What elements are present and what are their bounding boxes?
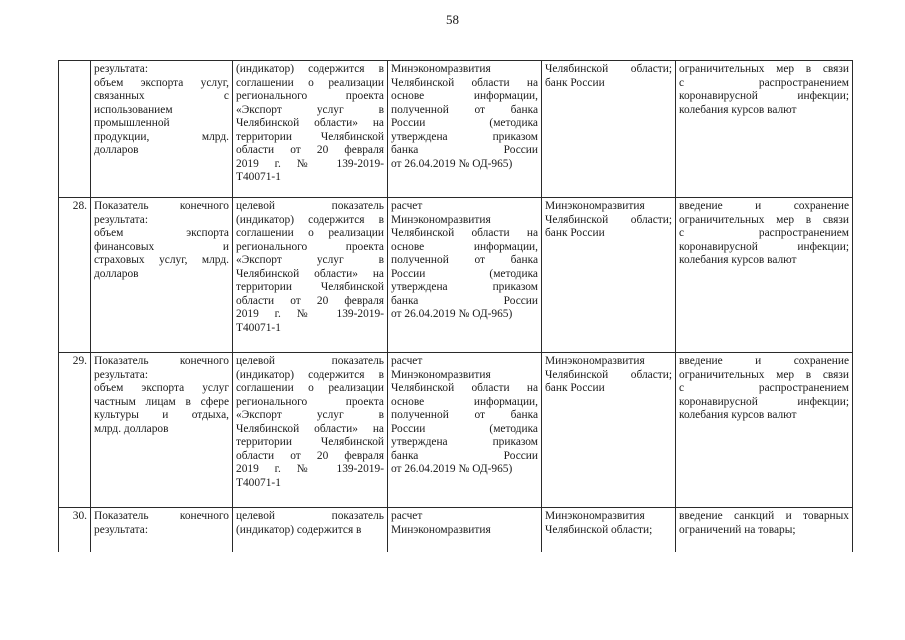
cell-line: целевой показатель (236, 355, 384, 367)
cell-line: соглашении о реализации (236, 382, 384, 394)
indicators-table (58, 60, 853, 552)
cell-line: России (методика (391, 117, 538, 129)
cell-line: Минэкономразвития (391, 213, 491, 226)
cell-line: утверждена приказом (391, 281, 538, 293)
cell-line: ограничений на товары; (679, 523, 796, 536)
cell-line: финансовых и (94, 240, 229, 253)
cell-line: Челябинской области» на (236, 422, 384, 435)
indicator-cell (91, 508, 233, 553)
cell-line: регионального проекта (236, 90, 384, 102)
cell-line: территории Челябинской (236, 281, 384, 293)
cell-line: результата: (94, 368, 149, 381)
source-cell (542, 508, 676, 553)
cell-line: коронавирусной инфекции; (679, 90, 849, 102)
indicator-cell (91, 198, 233, 353)
cell-line: промышленной (94, 117, 170, 129)
cell-line: Челябинской области; (545, 368, 672, 381)
cell-line: банк России (545, 227, 605, 239)
cell-line: Челябинской области» на (236, 267, 384, 280)
risk-cell (676, 61, 853, 198)
description-cell (233, 61, 388, 198)
cell-line: (индикатор) содержится в (236, 523, 362, 536)
row-number: 28. (59, 198, 91, 353)
cell-line: Челябинской области на (391, 227, 538, 239)
cell-line: области от 20 февраля (236, 449, 384, 462)
cell-line: 2019 г. № 139-2019- (236, 157, 384, 170)
cell-line: Челябинской области на (391, 382, 538, 394)
table-row (59, 198, 853, 353)
cell-line: объем экспорта (94, 227, 229, 239)
cell-line: «Экспорт услуг в (236, 103, 384, 116)
row-number: 30. (59, 508, 91, 553)
cell-line: основе информации, (391, 395, 538, 408)
cell-line: колебания курсов валют (679, 409, 797, 421)
cell-line: расчет (391, 510, 423, 522)
cell-line: Минэкономразвития (545, 200, 645, 212)
method-cell (388, 61, 542, 198)
table-row (59, 353, 853, 508)
cell-line: утверждена приказом (391, 436, 538, 448)
cell-line: млрд. долларов (94, 422, 169, 435)
cell-line: утверждена приказом (391, 130, 538, 143)
cell-line: банк России (545, 382, 605, 394)
cell-line: использованием (94, 103, 173, 116)
cell-line: результата: (94, 523, 149, 536)
description-cell (233, 508, 388, 553)
cell-line: Минэкономразвития (391, 523, 491, 536)
cell-line: Минэкономразвития (545, 510, 645, 522)
cell-line: с распространением (679, 382, 849, 394)
method-cell (388, 508, 542, 553)
cell-line: целевой показатель (236, 200, 384, 212)
cell-line: культуры и отдыха, (94, 409, 229, 421)
cell-line: полученной от банка (391, 103, 538, 116)
cell-line: Челябинской области; (545, 523, 653, 536)
cell-line: целевой показатель (236, 510, 384, 522)
cell-line: результата: (94, 213, 149, 226)
description-cell (233, 198, 388, 353)
cell-line: области от 20 февраля (236, 294, 384, 307)
indicator-cell (91, 353, 233, 508)
cell-line: (индикатор) содержится в (236, 63, 384, 75)
cell-line: Челябинской области; (545, 213, 672, 226)
cell-line: банка России (391, 144, 538, 156)
cell-line: (индикатор) содержится в (236, 368, 384, 381)
risk-cell (676, 508, 853, 553)
cell-line: территории Челябинской (236, 130, 384, 143)
cell-line: (индикатор) содержится в (236, 213, 384, 226)
cell-line: связанных с (94, 90, 229, 102)
cell-line: коронавирусной инфекции; (679, 395, 849, 408)
indicator-cell (91, 61, 233, 198)
cell-line: T40071-1 (236, 171, 281, 183)
cell-line: России (методика (391, 267, 538, 280)
cell-line: продукции, млрд. (94, 130, 229, 143)
cell-line: частным лицам в сфере (94, 395, 229, 408)
cell-line: 2019 г. № 139-2019- (236, 308, 384, 320)
cell-line: области от 20 февраля (236, 144, 384, 156)
page-number: 58 (446, 12, 459, 27)
cell-line: Челябинской области» на (236, 117, 384, 129)
cell-line: Минэкономразвития (545, 355, 645, 367)
table-row (59, 61, 853, 198)
cell-line: от 26.04.2019 № ОД-965) (391, 463, 513, 475)
risk-cell (676, 198, 853, 353)
cell-line: T40071-1 (236, 321, 281, 334)
cell-line: коронавирусной инфекции; (679, 240, 849, 253)
cell-line: Показатель конечного (94, 200, 229, 212)
cell-line: ограничительных мер в связи (679, 213, 849, 226)
cell-line: T40071-1 (236, 476, 281, 489)
cell-line: ограничительных мер в связи (679, 368, 849, 381)
cell-line: долларов (94, 144, 139, 156)
cell-line: с распространением (679, 227, 849, 239)
cell-line: страховых услуг, млрд. (94, 254, 229, 266)
cell-line: колебания курсов валют (679, 254, 797, 266)
cell-line: банка России (391, 449, 538, 462)
cell-line: долларов (94, 267, 139, 280)
cell-line: банка России (391, 294, 538, 307)
source-cell (542, 61, 676, 198)
row-number (59, 61, 91, 198)
cell-line: Челябинской области на (391, 76, 538, 89)
cell-line: объем экспорта услуг (94, 382, 229, 394)
cell-line: «Экспорт услуг в (236, 254, 384, 266)
cell-line: 2019 г. № 139-2019- (236, 463, 384, 475)
cell-line: соглашении о реализации (236, 76, 384, 89)
cell-line: основе информации, (391, 90, 538, 102)
cell-line: введение и сохранение (679, 355, 849, 367)
cell-line: от 26.04.2019 № ОД-965) (391, 308, 513, 320)
cell-line: с распространением (679, 76, 849, 89)
method-cell (388, 353, 542, 508)
cell-line: расчет (391, 355, 423, 367)
cell-line: от 26.04.2019 № ОД-965) (391, 157, 513, 170)
cell-line: регионального проекта (236, 240, 384, 253)
row-number: 29. (59, 353, 91, 508)
source-cell (542, 353, 676, 508)
source-cell (542, 198, 676, 353)
cell-line: Минэкономразвития (391, 63, 491, 75)
cell-line: ограничительных мер в связи (679, 63, 849, 75)
cell-line: «Экспорт услуг в (236, 409, 384, 421)
description-cell (233, 353, 388, 508)
cell-line: Челябинской области; (545, 63, 672, 75)
cell-line: объем экспорта услуг, (94, 76, 229, 89)
cell-line: основе информации, (391, 240, 538, 253)
cell-line: банк России (545, 76, 605, 89)
cell-line: соглашении о реализации (236, 227, 384, 239)
cell-line: введение санкций и товарных (679, 510, 849, 522)
cell-line: колебания курсов валют (679, 103, 797, 116)
risk-cell (676, 353, 853, 508)
cell-line: расчет (391, 200, 423, 212)
cell-line: полученной от банка (391, 409, 538, 421)
cell-line: территории Челябинской (236, 436, 384, 448)
cell-line: Минэкономразвития (391, 368, 491, 381)
cell-line: Показатель конечного (94, 355, 229, 367)
method-cell (388, 198, 542, 353)
table-row (59, 508, 853, 553)
cell-line: регионального проекта (236, 395, 384, 408)
cell-line: России (методика (391, 422, 538, 435)
cell-line: введение и сохранение (679, 200, 849, 212)
cell-line: Показатель конечного (94, 510, 229, 522)
cell-line: полученной от банка (391, 254, 538, 266)
cell-line: результата: (94, 63, 149, 75)
